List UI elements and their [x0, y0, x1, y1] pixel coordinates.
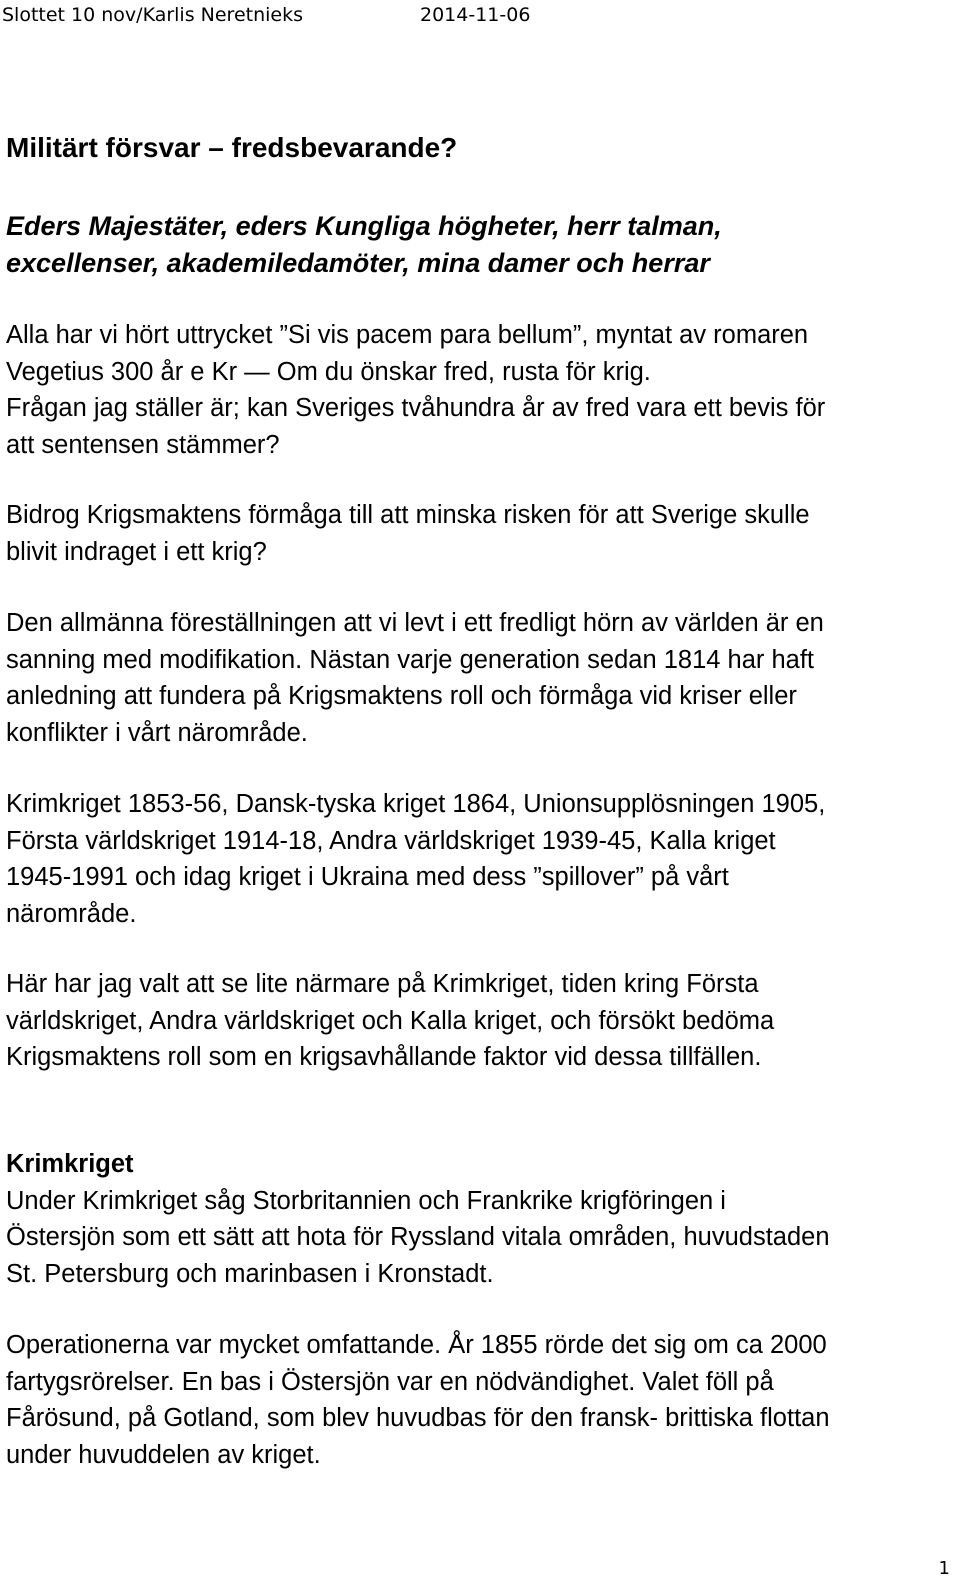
document-title: Militärt försvar – fredsbevarande? — [6, 132, 458, 163]
text-line: närområde. — [6, 899, 137, 928]
text-line: Krimkriget 1853-56, Dansk-tyska kriget 1864, Unionsupplösningen 1905, — [6, 790, 826, 818]
page-number: 1 — [938, 1558, 950, 1579]
text-line: Den allmänna föreställningen att vi levt i ett fredligt hörn av världen är en — [6, 609, 824, 637]
text-line: Alla har vi hört uttrycket ”Si vis pacem para bellum”, myntat av romaren — [6, 321, 809, 349]
salutation — [6, 208, 722, 282]
text-line: Krigsmaktens roll som en krigsavhållande faktor vid dessa tillfällen. — [6, 1043, 762, 1071]
text-line: fartygsrörelser. En bas i Östersjön var en nödvändighet. Valet föll på — [6, 1367, 774, 1396]
section-heading: Krimkriget — [6, 1150, 134, 1178]
section-krimkriget — [6, 1146, 830, 1292]
salutation-line: excellenser, akademiledamöter, mina damer och herrar — [6, 248, 710, 278]
text-line: 1945-1991 och idag kriget i Ukraina med dess ”spillover” på vårt — [6, 863, 729, 891]
text-line: Första världskriget 1914-18, Andra världskriget 1939-45, Kalla kriget — [6, 826, 776, 855]
paragraph-general-notion — [6, 605, 824, 751]
paragraph-scope — [6, 966, 774, 1076]
text-line: Östersjön som ett sätt att hota för Ryssland vitala områden, huvudstaden — [6, 1223, 830, 1251]
text-line: Vegetius 300 år e Kr — Om du önskar fred, rusta för krig. — [6, 357, 651, 386]
text-line: Här har jag valt att se lite närmare på Krimkriget, tiden kring Första — [6, 970, 759, 998]
text-line: Bidrog Krigsmaktens förmåga till att minska risken för att Sverige skulle — [6, 501, 810, 529]
text-line: blivit indraget i ett krig? — [6, 537, 267, 566]
salutation-line: Eders Majestäter, eders Kungliga högheter, herr talman, — [6, 211, 722, 241]
header-author: Slottet 10 nov/Karlis Neretnieks — [2, 4, 303, 26]
text-line: anledning att fundera på Krigsmaktens roll och förmåga vid kriser eller — [6, 682, 797, 710]
text-line: världskriget, Andra världskriget och Kalla kriget, och försökt bedöma — [6, 1006, 775, 1035]
paragraph-operations — [6, 1327, 830, 1473]
paragraph-intro — [6, 317, 825, 463]
page-header — [0, 2, 960, 28]
text-line: att sentensen stämmer? — [6, 430, 280, 459]
text-line: Frågan jag ställer är; kan Sveriges tvåhundra år av fred vara ett bevis för — [6, 394, 826, 422]
header-date: 2014-11-06 — [420, 4, 531, 26]
text-line: Under Krimkriget såg Storbritannien och Frankrike krigföringen i — [6, 1186, 726, 1215]
text-line: St. Petersburg och marinbasen i Kronstadt. — [6, 1259, 494, 1288]
text-line: Operationerna var mycket omfattande. År 1855 rörde det sig om ca 2000 — [6, 1331, 827, 1359]
paragraph-wars-list — [6, 786, 825, 932]
text-line: Fårösund, på Gotland, som blev huvudbas för den fransk- brittiska flottan — [6, 1404, 830, 1432]
text-line: sanning med modifikation. Nästan varje generation sedan 1814 har haft — [6, 645, 815, 674]
text-line: konflikter i vårt närområde. — [6, 718, 308, 747]
text-line: under huvuddelen av kriget. — [6, 1440, 321, 1469]
paragraph-question — [6, 497, 810, 570]
